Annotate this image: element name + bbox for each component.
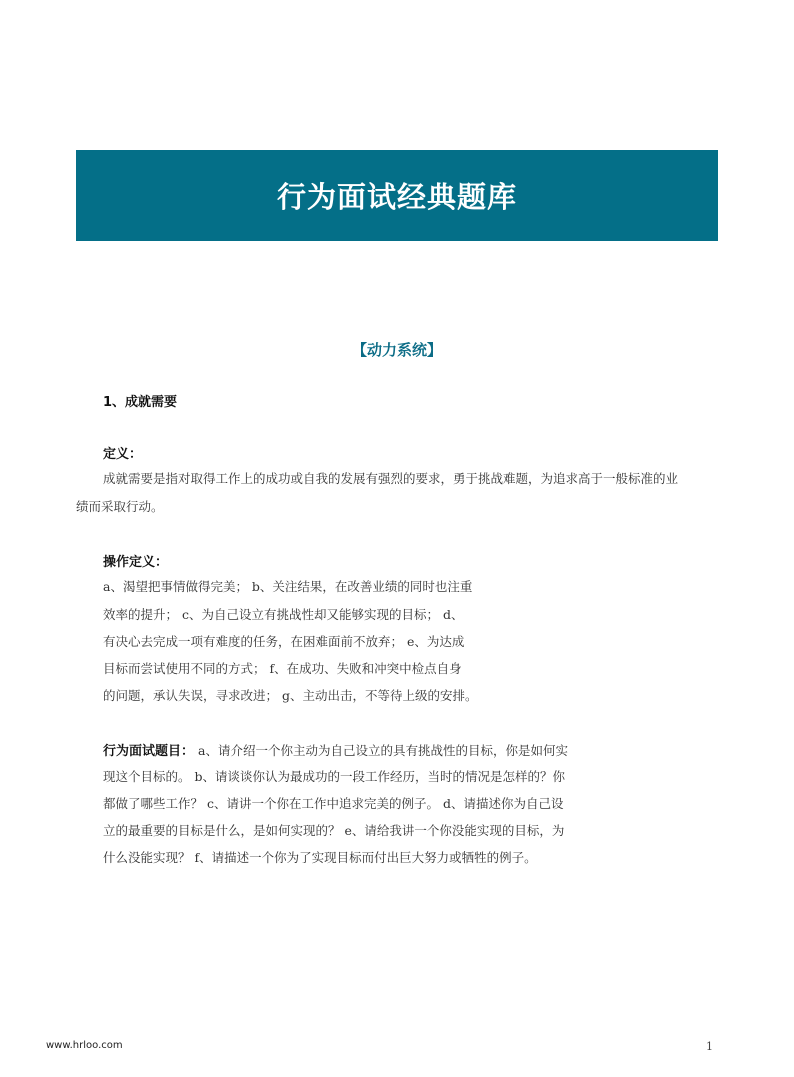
operational-line: 目标而尝试使用不同的方式； f、在成功、失败和冲突中检点自身 — [103, 661, 462, 676]
operational-line: 的问题，承认失误，寻求改进； g、主动出击，不等待上级的安排。 — [103, 688, 478, 703]
section-heading: 【动力系统】 — [351, 341, 442, 359]
questions-label: 行为面试题目： — [103, 744, 195, 759]
operational-line: 效率的提升； c、为自己设立有挑战性却又能够实现的目标； d、 — [103, 607, 464, 622]
operational-line: a、渴望把事情做得完美； b、关注结果，在改善业绩的同时也注重 — [103, 579, 473, 594]
operational-label: 操作定义： — [103, 555, 169, 570]
questions-line: 现这个目标的。 b、请谈谈你认为最成功的一段工作经历，当时的情况是怎样的？你 — [103, 769, 565, 784]
questions-line: 都做了哪些工作？ c、请讲一个你在工作中追求完美的例子。 d、请描述你为自己设 — [103, 796, 564, 811]
operational-line: 有决心去完成一项有难度的任务，在困难面前不放弃； e、为达成 — [103, 634, 465, 649]
definition-line: 绩而采取行动。 — [76, 499, 164, 514]
questions-line: 什么没能实现？ f、请描述一个你为了实现目标而付出巨大努力或牺牲的例子。 — [103, 850, 537, 865]
questions-line: 立的最重要的目标是什么，是如何实现的？ e、请给我讲一个你没能实现的目标，为 — [103, 823, 565, 838]
title-banner — [76, 150, 718, 241]
footer-site: www.hrloo.com — [46, 1040, 123, 1051]
document-title: 行为面试经典题库 — [276, 180, 517, 214]
definition-line: 成就需要是指对取得工作上的成功或自我的发展有强烈的要求，勇于挑战难题，为追求高于一般标准的业 — [103, 471, 679, 486]
questions-line: 行为面试题目： a、请介绍一个你主动为自己设立的具有挑战性的目标，你是如何实 — [103, 743, 568, 759]
page-number: 1 — [706, 1040, 713, 1053]
definition-label: 定义： — [103, 447, 143, 462]
item-heading: 1、成就需要 — [103, 395, 178, 410]
